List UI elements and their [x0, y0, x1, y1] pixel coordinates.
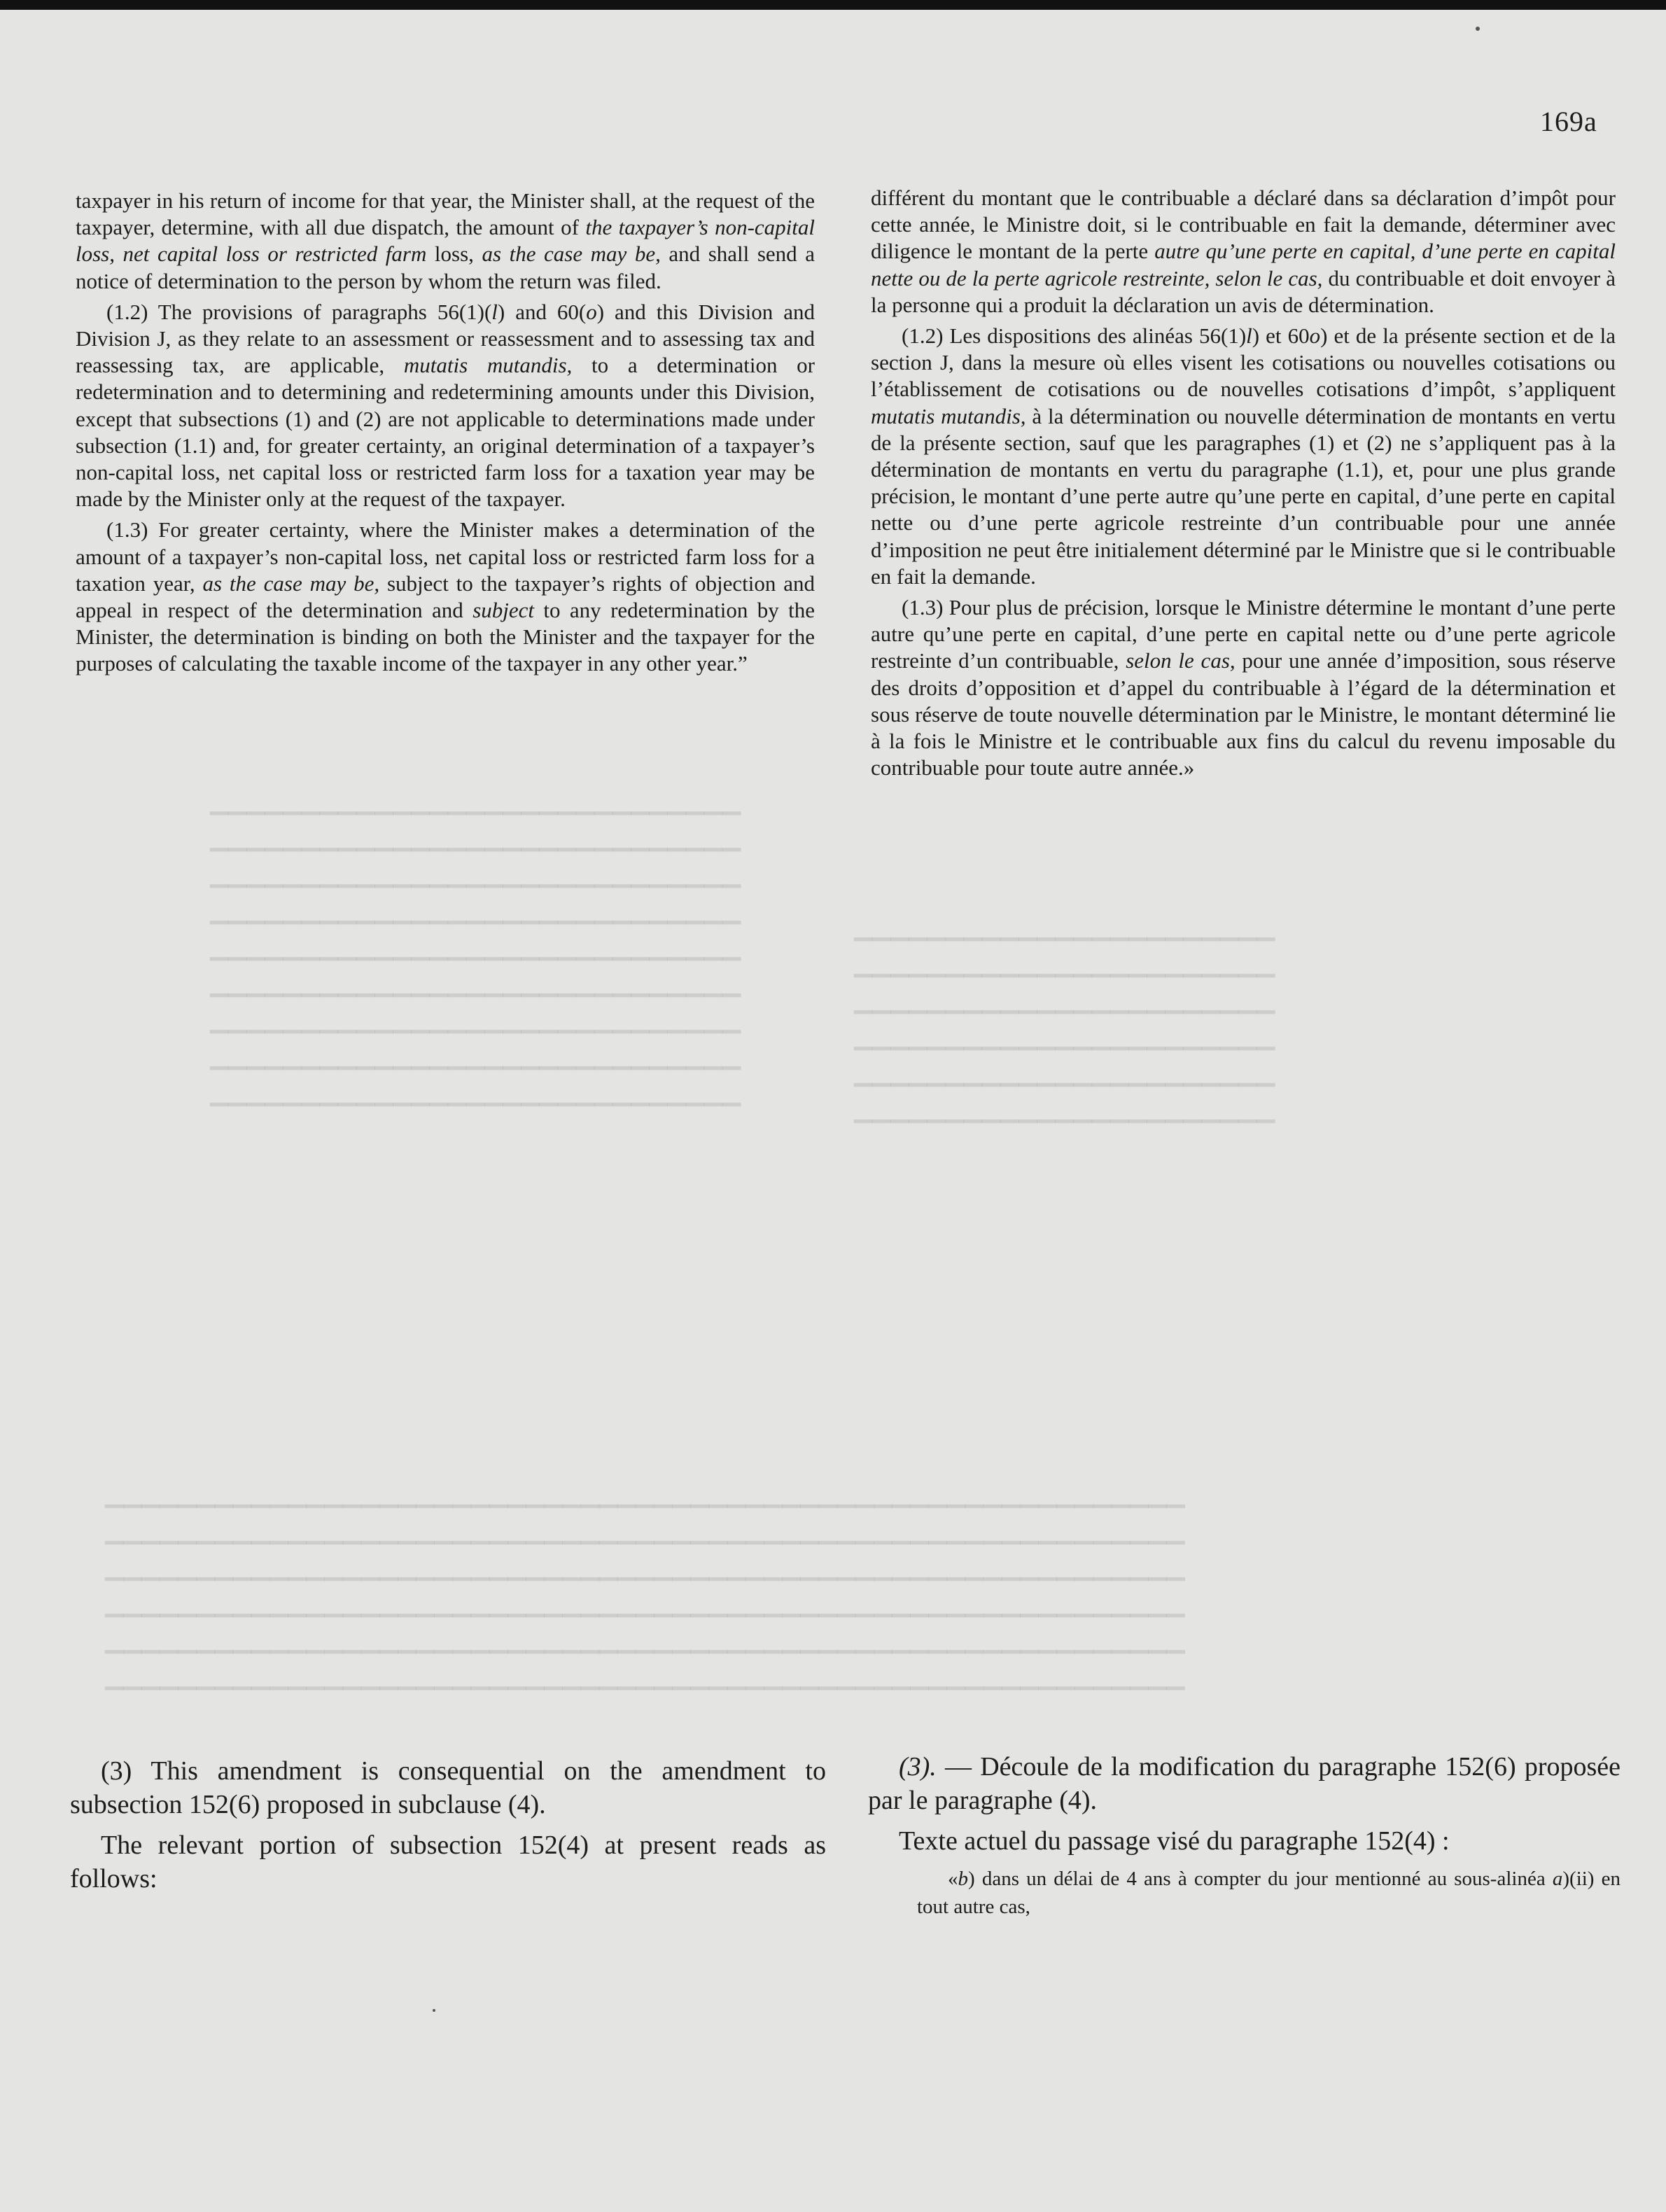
scan-top-edge: [0, 0, 1666, 10]
en-note-3: (3) This amendment is consequential on the amendment to subsection 152(6) proposed in subclause (4).: [70, 1756, 826, 1819]
english-notes: [70, 1754, 826, 1903]
fr-note-3: (3). — Découle de la modification du paragraphe 152(6) proposée par le paragraphe (4).: [868, 1752, 1620, 1815]
fr-quoted-provision: «b) dans un délai de 4 ans à compter du jour mentionné au sous-alinéa a)(ii) en tout autre cas,: [917, 1868, 1620, 1918]
english-column: [76, 188, 815, 682]
en-paragraph-1-2: (1.2) The provisions of paragraphs 56(1)(l) and 60(o) and this Division and Division J, as they relate to an assessment or reassessment and to assessing tax and reassessing tax, are applicable, mutatis mutandis, to a determination or redetermination and to determining and redetermining amounts under this Division, except that subsections (1) and (2) are not applicable to determinations made under subsection (1.1) and, for greater certainty, an original determination of a taxpayer’s non-capital loss, net capital loss or restricted farm loss for a taxation year may be made by the Minister only at the request of the taxpayer.: [76, 299, 816, 512]
french-column: [871, 185, 1616, 785]
french-notes: [868, 1750, 1620, 1928]
fr-paragraph-1-1: différent du montant que le contribuable a déclaré dans sa déclaration d’impôt pour cette année, le Ministre doit, si le contribuable en fait la demande, déterminer avec diligence le montant de la perte autre qu’une perte en capital, d’une perte en capital nette ou de la perte agricole restreinte, selon le cas, du contribuable et doit envoyer à la personne qui a produit la déclaration un avis de détermination.: [871, 186, 1616, 317]
en-paragraph-1-3: (1.3) For greater certainty, where the Minister makes a determination of the amount of a taxpayer’s non-capital loss, net capital loss or restricted farm loss for a taxation year, as the case may be, subject to the taxpayer’s rights of objection and appeal in respect of the determination and subject to any redetermination by the Minister, the determination is binding on both the Minister and the taxpayer for the purposes of calculating the taxable income of the taxpayer in any other year.”: [76, 517, 815, 676]
fr-paragraph-1-3: (1.3) Pour plus de précision, lorsque le Ministre détermine le montant d’une perte autre qu’une perte en capital, d’une perte en capital nette ou d’une perte agricole restreinte d’un contribuable, selon le cas, pour une année d’imposition, sous réserve des droits d’opposition et d’appel du contribuable à l’égard de la détermination et sous réserve de toute nouvelle détermination par le Ministre, le montant déterminé lie à la fois le Ministre et le contribuable aux fins du calcul du revenu imposable du contribuable pour toute autre année.»: [871, 595, 1616, 780]
fr-paragraph-1-2: (1.2) Les dispositions des alinéas 56(1)l) et 60o) et de la présente section et de la section J, dans la mesure où elles visent les cotisations ou nouvelles cotisations ou l’établissement de cotisations ou de nouvelles cotisations d’impôt, s’appliquent mutatis mutandis, à la détermination ou nouvelle détermination de montants en vertu de la présente section, sauf que les paragraphes (1) et (2) ne s’appliquent pas à la détermination de montants en vertu du paragraphe (1.1), et, pour une plus grande précision, le montant d’une perte autre qu’une perte en capital, d’une perte en capital nette ou d’une perte agricole restreinte d’un contribuable pour une année d’imposition ne peut être initialement déterminé par le Ministre que si le contribuable en fait la demande.: [871, 323, 1616, 589]
fr-note-current-text-intro: Texte actuel du passage visé du paragraphe 152(4) :: [899, 1826, 1450, 1856]
scan-speck: [1476, 27, 1480, 31]
bleed-through-texture: ▁▁▁▁▁▁▁▁▁▁▁▁▁▁▁▁▁▁▁▁▁▁▁▁▁▁▁▁▁▁▁▁▁▁▁▁▁▁▁▁▁▁▁▁▁▁▁▁▁▁▁▁▁▁▁▁▁▁▁ ▁▁▁▁▁▁▁▁▁▁▁▁▁▁▁▁▁▁▁▁▁▁▁▁▁▁▁▁▁▁▁▁▁▁▁▁▁▁▁▁▁▁▁▁▁▁▁▁▁▁▁▁▁▁▁▁▁▁▁ ▁▁▁▁▁▁▁▁▁▁▁▁▁▁▁▁▁▁▁▁▁▁▁▁▁▁▁▁▁▁▁▁▁▁▁▁▁▁▁▁▁▁▁▁▁▁▁▁▁▁▁▁▁▁▁▁▁▁▁ ▁▁▁▁▁▁▁▁▁▁▁▁▁▁▁▁▁▁▁▁▁▁▁▁▁▁▁▁▁▁▁▁▁▁▁▁▁▁▁▁▁▁▁▁▁▁▁▁▁▁▁▁▁▁▁▁▁▁▁ ▁▁▁▁▁▁▁▁▁▁▁▁▁▁▁▁▁▁▁▁▁▁▁▁▁▁▁▁▁▁▁▁▁▁▁▁▁▁▁▁▁▁▁▁▁▁▁▁▁▁▁▁▁▁▁▁▁▁▁ ▁▁▁▁▁▁▁▁▁▁▁▁▁▁▁▁▁▁▁▁▁▁▁▁▁▁▁▁▁▁▁▁▁▁▁▁▁▁▁▁▁▁▁▁▁▁▁▁▁▁▁▁▁▁▁▁▁▁▁: [105, 1482, 1185, 1690]
bleed-through-texture: ▁▁▁▁▁▁▁▁▁▁▁▁▁▁▁▁▁▁▁▁▁▁▁▁▁▁▁▁▁ ▁▁▁▁▁▁▁▁▁▁▁▁▁▁▁▁▁▁▁▁▁▁▁▁▁▁▁▁▁ ▁▁▁▁▁▁▁▁▁▁▁▁▁▁▁▁▁▁▁▁▁▁▁▁▁▁▁▁▁ ▁▁▁▁▁▁▁▁▁▁▁▁▁▁▁▁▁▁▁▁▁▁▁▁▁▁▁▁▁ ▁▁▁▁▁▁▁▁▁▁▁▁▁▁▁▁▁▁▁▁▁▁▁▁▁▁▁▁▁ ▁▁▁▁▁▁▁▁▁▁▁▁▁▁▁▁▁▁▁▁▁▁▁▁▁▁▁▁▁ ▁▁▁▁▁▁▁▁▁▁▁▁▁▁▁▁▁▁▁▁▁▁▁▁▁▁▁▁▁ ▁▁▁▁▁▁▁▁▁▁▁▁▁▁▁▁▁▁▁▁▁▁▁▁▁▁▁▁▁ ▁▁▁▁▁▁▁▁▁▁▁▁▁▁▁▁▁▁▁▁▁▁▁▁▁▁▁▁▁: [210, 789, 741, 1106]
bleed-through-texture: ▁▁▁▁▁▁▁▁▁▁▁▁▁▁▁▁▁▁▁▁▁▁▁ ▁▁▁▁▁▁▁▁▁▁▁▁▁▁▁▁▁▁▁▁▁▁▁ ▁▁▁▁▁▁▁▁▁▁▁▁▁▁▁▁▁▁▁▁▁▁▁ ▁▁▁▁▁▁▁▁▁▁▁▁▁▁▁▁▁▁▁▁▁▁▁ ▁▁▁▁▁▁▁▁▁▁▁▁▁▁▁▁▁▁▁▁▁▁▁ ▁▁▁▁▁▁▁▁▁▁▁▁▁▁▁▁▁▁▁▁▁▁▁: [854, 915, 1275, 1123]
en-paragraph-1-1: taxpayer in his return of income for that year, the Minister shall, at the request of the taxpayer, determine, with all due dispatch, the amount of the taxpayer’s non-capital loss, net capital loss or restricted farm loss, as the case may be, and shall send a notice of determination to the person by whom the return was filed.: [76, 188, 815, 293]
scan-speck: [433, 2009, 435, 2012]
page-number: 169a: [1540, 106, 1597, 137]
en-note-current-text-intro: The relevant portion of subsection 152(4) at present reads as follows:: [70, 1830, 826, 1893]
